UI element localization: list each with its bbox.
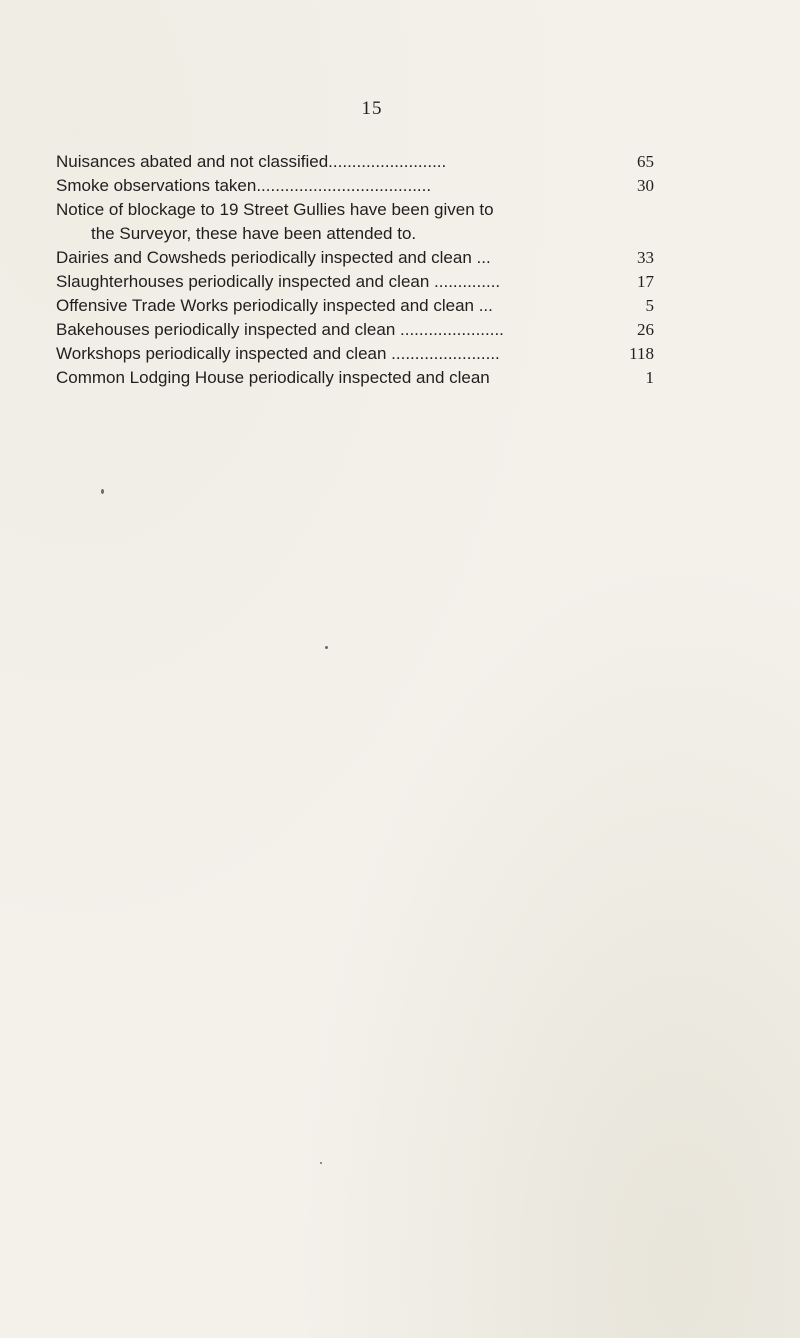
- scan-speck: [101, 489, 104, 494]
- entry-value: 17: [637, 272, 654, 291]
- entry-value: 26: [637, 320, 654, 339]
- entry-label: Dairies and Cowsheds periodically inspected and clean ...: [56, 248, 491, 267]
- entry-label: Nuisances abated and not classified.........................: [56, 152, 447, 171]
- list-item: [56, 294, 656, 318]
- list-item: [56, 366, 656, 390]
- entry-label: Offensive Trade Works periodically inspected and clean ...: [56, 296, 493, 315]
- entry-value: 30: [637, 176, 654, 195]
- inspection-list: [56, 150, 656, 390]
- list-item: [56, 174, 656, 198]
- note-line: the Surveyor, these have been attended to.: [91, 224, 417, 243]
- entry-label: Smoke observations taken.....................................: [56, 176, 432, 195]
- scan-speck: [320, 1162, 322, 1164]
- list-item: [56, 318, 656, 342]
- list-item: [56, 150, 656, 174]
- entry-value: 1: [645, 368, 654, 387]
- page-number: 15: [361, 98, 383, 119]
- scan-speck: [325, 646, 328, 649]
- entry-value: 5: [645, 296, 654, 315]
- entry-value: 65: [637, 152, 654, 171]
- list-item: [56, 270, 656, 294]
- entry-value: 33: [637, 248, 654, 267]
- entry-value: 118: [629, 344, 654, 363]
- entry-label: Common Lodging House periodically inspected and clean: [56, 368, 490, 387]
- entry-label: Bakehouses periodically inspected and clean ......................: [56, 320, 504, 339]
- entry-label: Workshops periodically inspected and clean .......................: [56, 344, 500, 363]
- list-item: [56, 342, 656, 366]
- entry-label: Slaughterhouses periodically inspected and clean ..............: [56, 272, 501, 291]
- list-item: [56, 246, 656, 270]
- note-line: Notice of blockage to 19 Street Gullies have been given to: [56, 200, 494, 219]
